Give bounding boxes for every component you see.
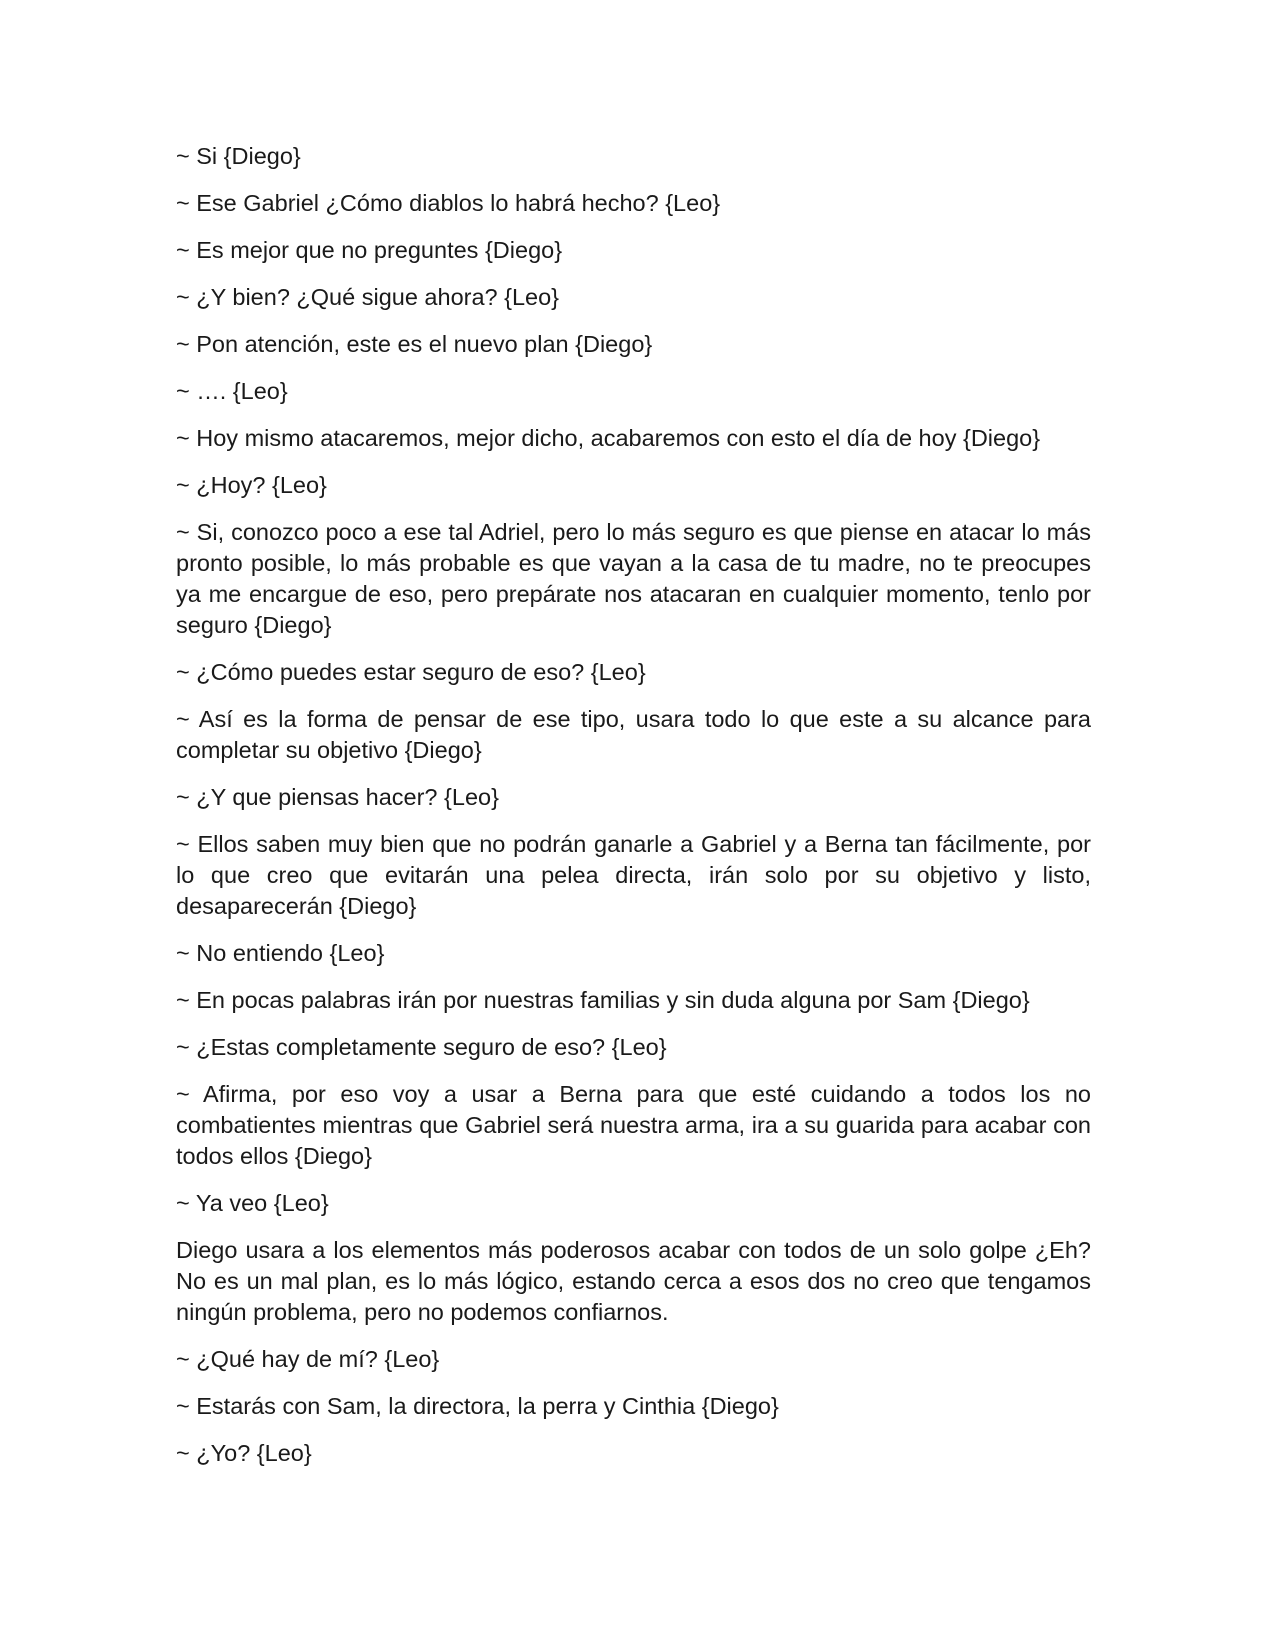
paragraph: ~ Es mejor que no preguntes {Diego} [176,237,563,263]
paragraph: ~ Hoy mismo atacaremos, mejor dicho, acabaremos con esto el día de hoy {Diego} [176,425,1041,451]
paragraph: ~ Ya veo {Leo} [176,1190,329,1216]
paragraph: ~ Afirma, por eso voy a usar a Berna para que esté cuidando a todos los no combatientes mientras que Gabriel será nuestra arma, ira a su guarida para acabar con todos ellos {Diego} [176,1081,1091,1169]
paragraph: ~ Pon atención, este es el nuevo plan {Diego} [176,331,653,357]
paragraph: ~ …. {Leo} [176,378,288,404]
paragraph: ~ Si {Diego} [176,143,301,169]
paragraph: ~ ¿Cómo puedes estar seguro de eso? {Leo} [176,659,646,685]
paragraph: ~ No entiendo {Leo} [176,940,385,966]
paragraph: ~ ¿Hoy? {Leo} [176,472,327,498]
paragraph: ~ En pocas palabras irán por nuestras familias y sin duda alguna por Sam {Diego} [176,987,1030,1013]
paragraph: ~ Estarás con Sam, la directora, la perra y Cinthia {Diego} [176,1393,779,1419]
paragraph: ~ ¿Qué hay de mí? {Leo} [176,1346,440,1372]
paragraph: ~ Ellos saben muy bien que no podrán ganarle a Gabriel y a Berna tan fácilmente, por lo que creo que evitarán una pelea directa, irán solo por su objetivo y listo, desaparecerán {Diego} [176,831,1091,919]
document-page [176,141,1091,1485]
paragraph: ~ Así es la forma de pensar de ese tipo, usara todo lo que este a su alcance para completar su objetivo {Diego} [176,706,1091,763]
paragraph: ~ ¿Y bien? ¿Qué sigue ahora? {Leo} [176,284,560,310]
paragraph: ~ Si, conozco poco a ese tal Adriel, pero lo más seguro es que piense en atacar lo más pronto posible, lo más probable es que vayan a la casa de tu madre, no te preocupes ya me encargue de eso, pero prepárate nos atacaran en cualquier momento, tenlo por seguro {Diego} [176,519,1091,638]
narration-paragraph: Diego usara a los elementos más poderosos acabar con todos de un solo golpe ¿Eh? No es un mal plan, es lo más lógico, estando cerca a esos dos no creo que tengamos ningún problema, pero no podemos confiarnos. [176,1237,1091,1325]
paragraph: ~ Ese Gabriel ¿Cómo diablos lo habrá hecho? {Leo} [176,190,721,216]
paragraph: ~ ¿Yo? {Leo} [176,1440,312,1466]
paragraph: ~ ¿Estas completamente seguro de eso? {Leo} [176,1034,667,1060]
paragraph: ~ ¿Y que piensas hacer? {Leo} [176,784,499,810]
